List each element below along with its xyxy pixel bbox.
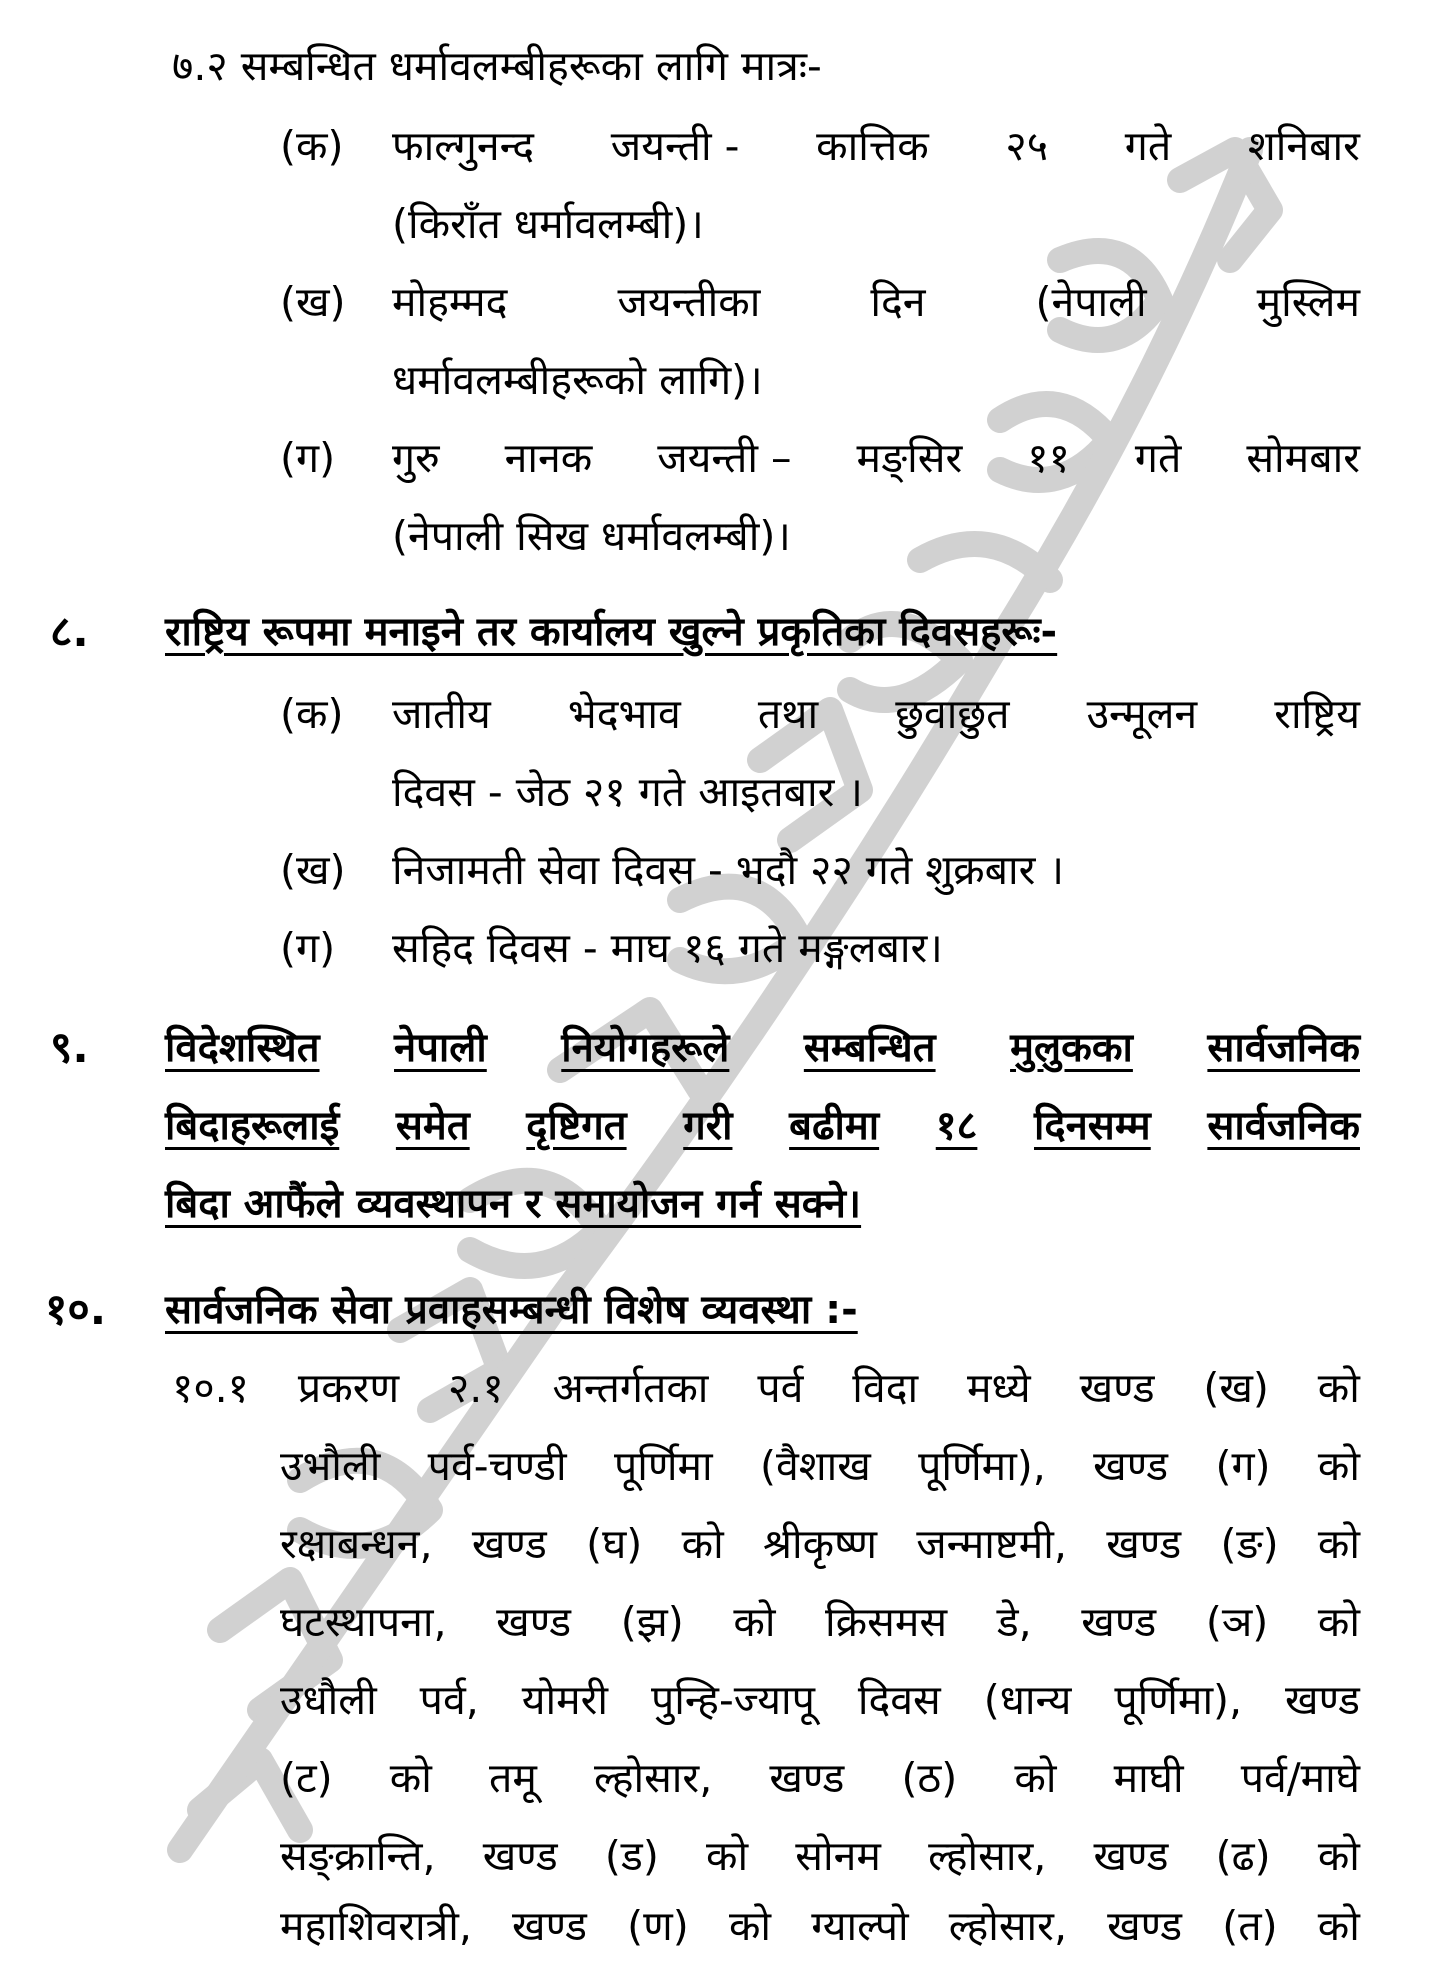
section-10-para-line: (ट) को तमू ल्होसार, खण्ड (ठ) को माघी पर्व/माघे <box>280 1754 1360 1802</box>
item-label: (ग) <box>280 924 336 972</box>
section-10-para-line: उधौली पर्व, योमरी पुन्हि-ज्यापू दिवस (धान्य पूर्णिमा), खण्ड <box>280 1676 1360 1724</box>
item-label: (ग) <box>280 434 336 482</box>
item-line: मोहम्मद जयन्तीका दिन (नेपाली मुस्लिम <box>392 278 1360 326</box>
section-10-number: १०. <box>45 1285 107 1335</box>
section-8-number: ८. <box>50 607 89 657</box>
section-10-para-line: १०.१ प्रकरण २.१ अन्तर्गतका पर्व विदा मध्ये खण्ड (ख) को <box>172 1364 1360 1412</box>
item-line: सहिद दिवस - माघ १६ गते मङ्गलबार। <box>392 924 943 972</box>
section-10-para-line: रक्षाबन्धन, खण्ड (घ) को श्रीकृष्ण जन्माष्टमी, खण्ड (ङ) को <box>280 1520 1360 1568</box>
item-line: जातीय भेदभाव तथा छुवाछुत उन्मूलन राष्ट्रिय <box>392 690 1360 738</box>
section-9-line: बिदा आफैंले व्यवस्थापन र समायोजन गर्न सक्ने। <box>165 1181 862 1227</box>
item-line: (किराँत धर्मावलम्बी)। <box>392 200 704 248</box>
item-line: गुरु नानक जयन्ती – मङ्सिर ११ गते सोमबार <box>392 434 1360 482</box>
item-line: फाल्गुनन्द जयन्ती - कात्तिक २५ गते शनिबार <box>392 122 1360 170</box>
item-label: (क) <box>280 690 344 738</box>
section-9-line: विदेशस्थित नेपाली नियोगहरूले सम्बन्धित मुलुकका सार्वजनिक <box>165 1025 1360 1071</box>
item-label: (क) <box>280 122 344 170</box>
item-label: (ख) <box>280 278 346 326</box>
section-10-heading: सार्वजनिक सेवा प्रवाहसम्बन्धी विशेष व्यवस्था :- <box>165 1287 858 1333</box>
section-8-heading: राष्ट्रिय रूपमा मनाइने तर कार्यालय खुल्ने प्रकृतिका दिवसहरूः- <box>165 609 1058 655</box>
section-9-number: ९. <box>50 1023 89 1073</box>
section-10-para-line: महाशिवरात्री, खण्ड (ण) को ग्याल्पो ल्होसार, खण्ड (त) को <box>280 1902 1360 1950</box>
section-10-para-line: उभौली पर्व-चण्डी पूर्णिमा (वैशाख पूर्णिमा), खण्ड (ग) को <box>280 1442 1360 1490</box>
section-9-line: बिदाहरूलाई समेत दृष्टिगत गरी बढीमा १८ दिनसम्म सार्वजनिक <box>165 1103 1360 1149</box>
item-line: निजामती सेवा दिवस - भदौ २२ गते शुक्रबार । <box>392 846 1065 894</box>
section-10-para-line: घटस्थापना, खण्ड (झ) को क्रिसमस डे, खण्ड (ञ) को <box>280 1598 1360 1646</box>
item-line: दिवस - जेठ २१ गते आइतबार । <box>392 768 863 816</box>
item-label: (ख) <box>280 846 346 894</box>
section-7-2-heading: ७.२ सम्बन्धित धर्मावलम्बीहरूका लागि मात्रः- <box>172 42 822 90</box>
item-line: धर्मावलम्बीहरूको लागि)। <box>392 356 763 404</box>
section-10-para-line: सङ्क्रान्ति, खण्ड (ड) को सोनम ल्होसार, खण्ड (ढ) को <box>280 1832 1360 1880</box>
item-line: (नेपाली सिख धर्मावलम्बी)। <box>392 512 791 560</box>
